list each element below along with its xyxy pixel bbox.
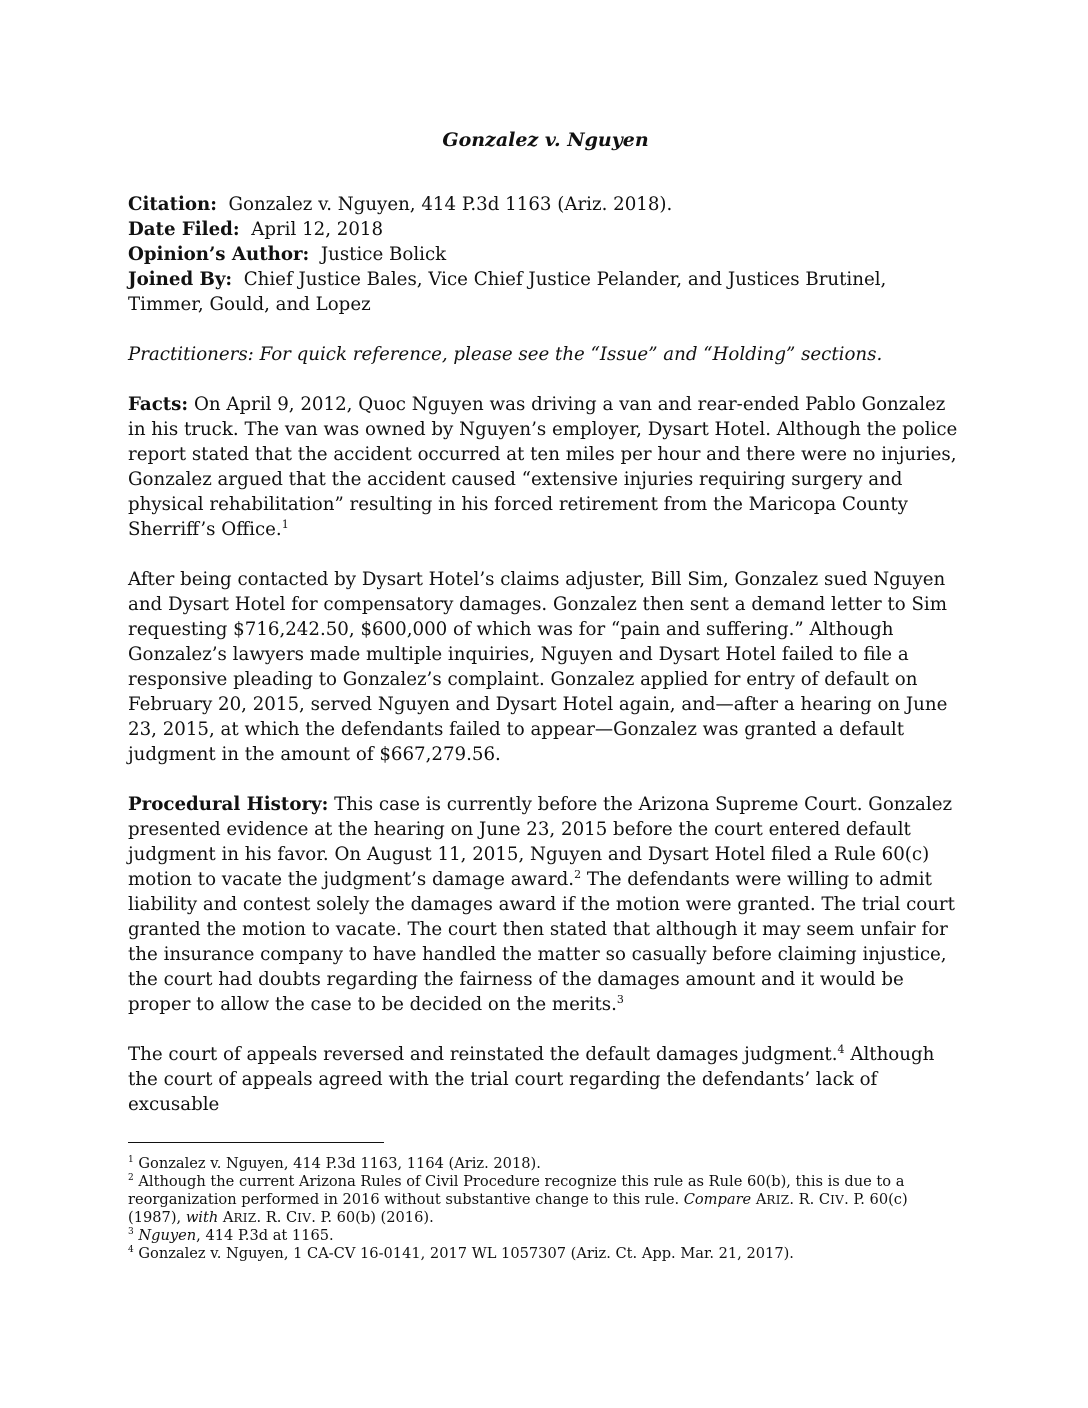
procedural-text-b: The defendants were willing to admit liability and contest solely the damages award if the motion were granted. The trial court granted the motion to vacate. The court then stated that although it may seem unfair for the insurance company to have handled the matter so casually before claiming injustice, the court had doubts regarding the fairness of the damages amount and it would be proper to allow the case to be decided on the merits. [128, 869, 955, 1015]
facts-text: On April 9, 2012, Quoc Nguyen was driving a van and rear-ended Pablo Gonzalez in his truck. The van was owned by Nguyen’s employer, Dysart Hotel. Although the police report stated that the accident occurred at ten miles per hour and there were no injuries, Gonzalez argued that the accident caused “extensive injuries requiring surgery and physical rehabilitation” resulting in his forced retirement from the Maricopa County Sherriff’s Office. [128, 394, 958, 540]
footnote-ref-1: 1 [281, 517, 289, 531]
footnote-3-text: , 414 P.3d at 1165. [196, 1227, 334, 1244]
footnote-2-cite-1c: . R. C [789, 1191, 831, 1208]
footnote-4 [128, 1245, 928, 1263]
footnote-separator [128, 1142, 384, 1143]
footnote-1 [128, 1155, 928, 1173]
joined-by-line [128, 267, 963, 317]
footnote-2-cite-1e: . P. 60(c) (1987), [128, 1191, 908, 1226]
joined-by-label: Joined By: [128, 269, 233, 290]
joined-by-value: Chief Justice Bales, Vice Chief Justice Pelander, and Justices Brutinel, Timmer, Gould, and Lopez [128, 269, 887, 315]
footnote-3-number: 3 [128, 1227, 134, 1238]
facts-paragraph [128, 392, 963, 542]
footnote-2 [128, 1173, 928, 1227]
footnote-ref-4: 4 [837, 1042, 845, 1056]
footnote-2-cite-2c: . R. C [256, 1209, 298, 1226]
footnotes [128, 1155, 928, 1263]
document-body [128, 126, 963, 1117]
appeals-text-a: The court of appeals reversed and reinstated the default damages judgment. [128, 1044, 838, 1065]
practitioners-note: Practitioners: For quick reference, please see the “Issue” and “Holding” sections. [128, 344, 883, 365]
author-line [128, 242, 963, 267]
footnote-2-cite-1d: IV [830, 1193, 845, 1207]
procedural-history-paragraph [128, 792, 963, 1017]
date-filed-line [128, 217, 963, 242]
appeals-paragraph [128, 1042, 963, 1117]
case-title: Gonzalez v. Nguyen [442, 129, 649, 151]
facts-continued-paragraph: After being contacted by Dysart Hotel’s claims adjuster, Bill Sim, Gonzalez sued Nguyen and Dysart Hotel for compensatory damages. Gonzalez then sent a demand letter to Sim requesting $716,242.50, $600,000 of which was for “pain and suffering.” Although Gonzalez’s lawyers made multiple inquiries, Nguyen and Dysart Hotel failed to file a responsive pleading to Gonzalez’s complaint. Gonzalez applied for entry of default on February 20, 2015, served Nguyen and Dysart Hotel again, and—after a hearing on June 23, 2015, at which the defendants failed to appear—Gonzalez was granted a default judgment in the amount of $667,279.56. [128, 569, 948, 765]
footnote-3-case: Nguyen [138, 1227, 197, 1244]
footnote-2-cite-2d: IV [297, 1211, 312, 1225]
footnote-2-number: 2 [128, 1173, 134, 1184]
footnote-2-cite-1b: RIZ [766, 1193, 790, 1207]
footnote-2-compare: Compare [683, 1191, 752, 1208]
citation-line [128, 192, 963, 217]
date-filed-value: April 12, 2018 [251, 219, 384, 240]
footnote-ref-3: 3 [616, 992, 624, 1006]
author-value: Justice Bolick [320, 244, 447, 265]
footnote-4-text: Gonzalez v. Nguyen, 1 CA-CV 16-0141, 2017 WL 1057307 (Ariz. Ct. App. Mar. 21, 2017). [138, 1245, 794, 1262]
footnote-2-text: Although the current Arizona Rules of Civil Procedure recognize this rule as Rule 60(b), this is due to a reorganization performed in 2016 without substantive change to this rule. [128, 1173, 905, 1208]
procedural-history-label: Procedural History: [128, 794, 329, 815]
citation-label: Citation: [128, 194, 217, 215]
date-filed-label: Date Filed: [128, 219, 240, 240]
appeals-text-b: Although the court of appeals agreed with the trial court regarding the defendants’ lack of excusable [128, 1044, 935, 1115]
footnote-3 [128, 1227, 928, 1245]
footnote-2-cite-1a: A [755, 1191, 767, 1208]
footnote-4-number: 4 [128, 1245, 134, 1256]
procedural-text-a: This case is currently before the Arizona Supreme Court. Gonzalez presented evidence at the hearing on June 23, 2015 before the court entered default judgment in his favor. On August 11, 2015, Nguyen and Dysart Hotel filed a Rule 60(c) motion to vacate the judgment’s damage award. [128, 794, 953, 890]
footnote-2-cite-2b: RIZ [233, 1211, 257, 1225]
author-label: Opinion’s Author: [128, 244, 310, 265]
footnote-ref-2: 2 [574, 867, 582, 881]
facts-label: Facts: [128, 394, 189, 415]
footnote-2-cite-2e: . P. 60(b) (2016). [311, 1209, 434, 1226]
citation-value: Gonzalez v. Nguyen, 414 P.3d 1163 (Ariz. 2018). [228, 194, 673, 215]
footnote-1-text: Gonzalez v. Nguyen, 414 P.3d 1163, 1164 (Ariz. 2018). [138, 1155, 541, 1172]
footnote-1-number: 1 [128, 1155, 134, 1166]
footnote-2-with: with [185, 1209, 219, 1226]
footnote-2-cite-2a: A [218, 1209, 234, 1226]
